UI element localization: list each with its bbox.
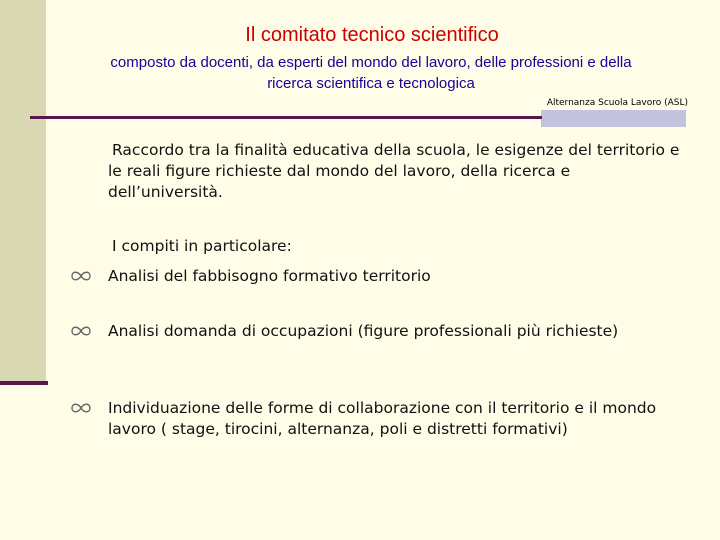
slide-title: Il comitato tecnico scientifico [245,24,499,46]
header-rule [30,116,542,119]
list-item-text: Analisi del fabbisogno formativo territorio [108,267,431,285]
tag-accent-box [541,110,686,127]
left-band-divider [0,381,48,385]
list-item-text: Analisi domanda di occupazioni (figure professionali più richieste) [108,322,619,340]
slide-subtitle: composto da docenti, da esperti del mondo del lavoro, delle professioni e della ricerca scientifica e tecnologica [110,54,632,92]
left-decorative-band [0,0,46,384]
infinity-bullet-icon [70,401,92,415]
section-tag: Alternanza Scuola Lavoro (ASL) [546,98,688,108]
infinity-bullet-icon [70,324,92,338]
tasks-heading: I compiti in particolare: [112,237,292,255]
intro-paragraph: Raccordo tra la finalità educativa della scuola, le esigenze del territorio e le reali figure richieste dal mondo del lavoro, della ricerca e dell’università. [108,141,680,201]
infinity-bullet-icon [70,269,92,283]
list-item-text: Individuazione delle forme di collaborazione con il territorio e il mondo lavoro ( stage, tirocini, alternanza, poli e distretti formativi) [108,399,657,438]
